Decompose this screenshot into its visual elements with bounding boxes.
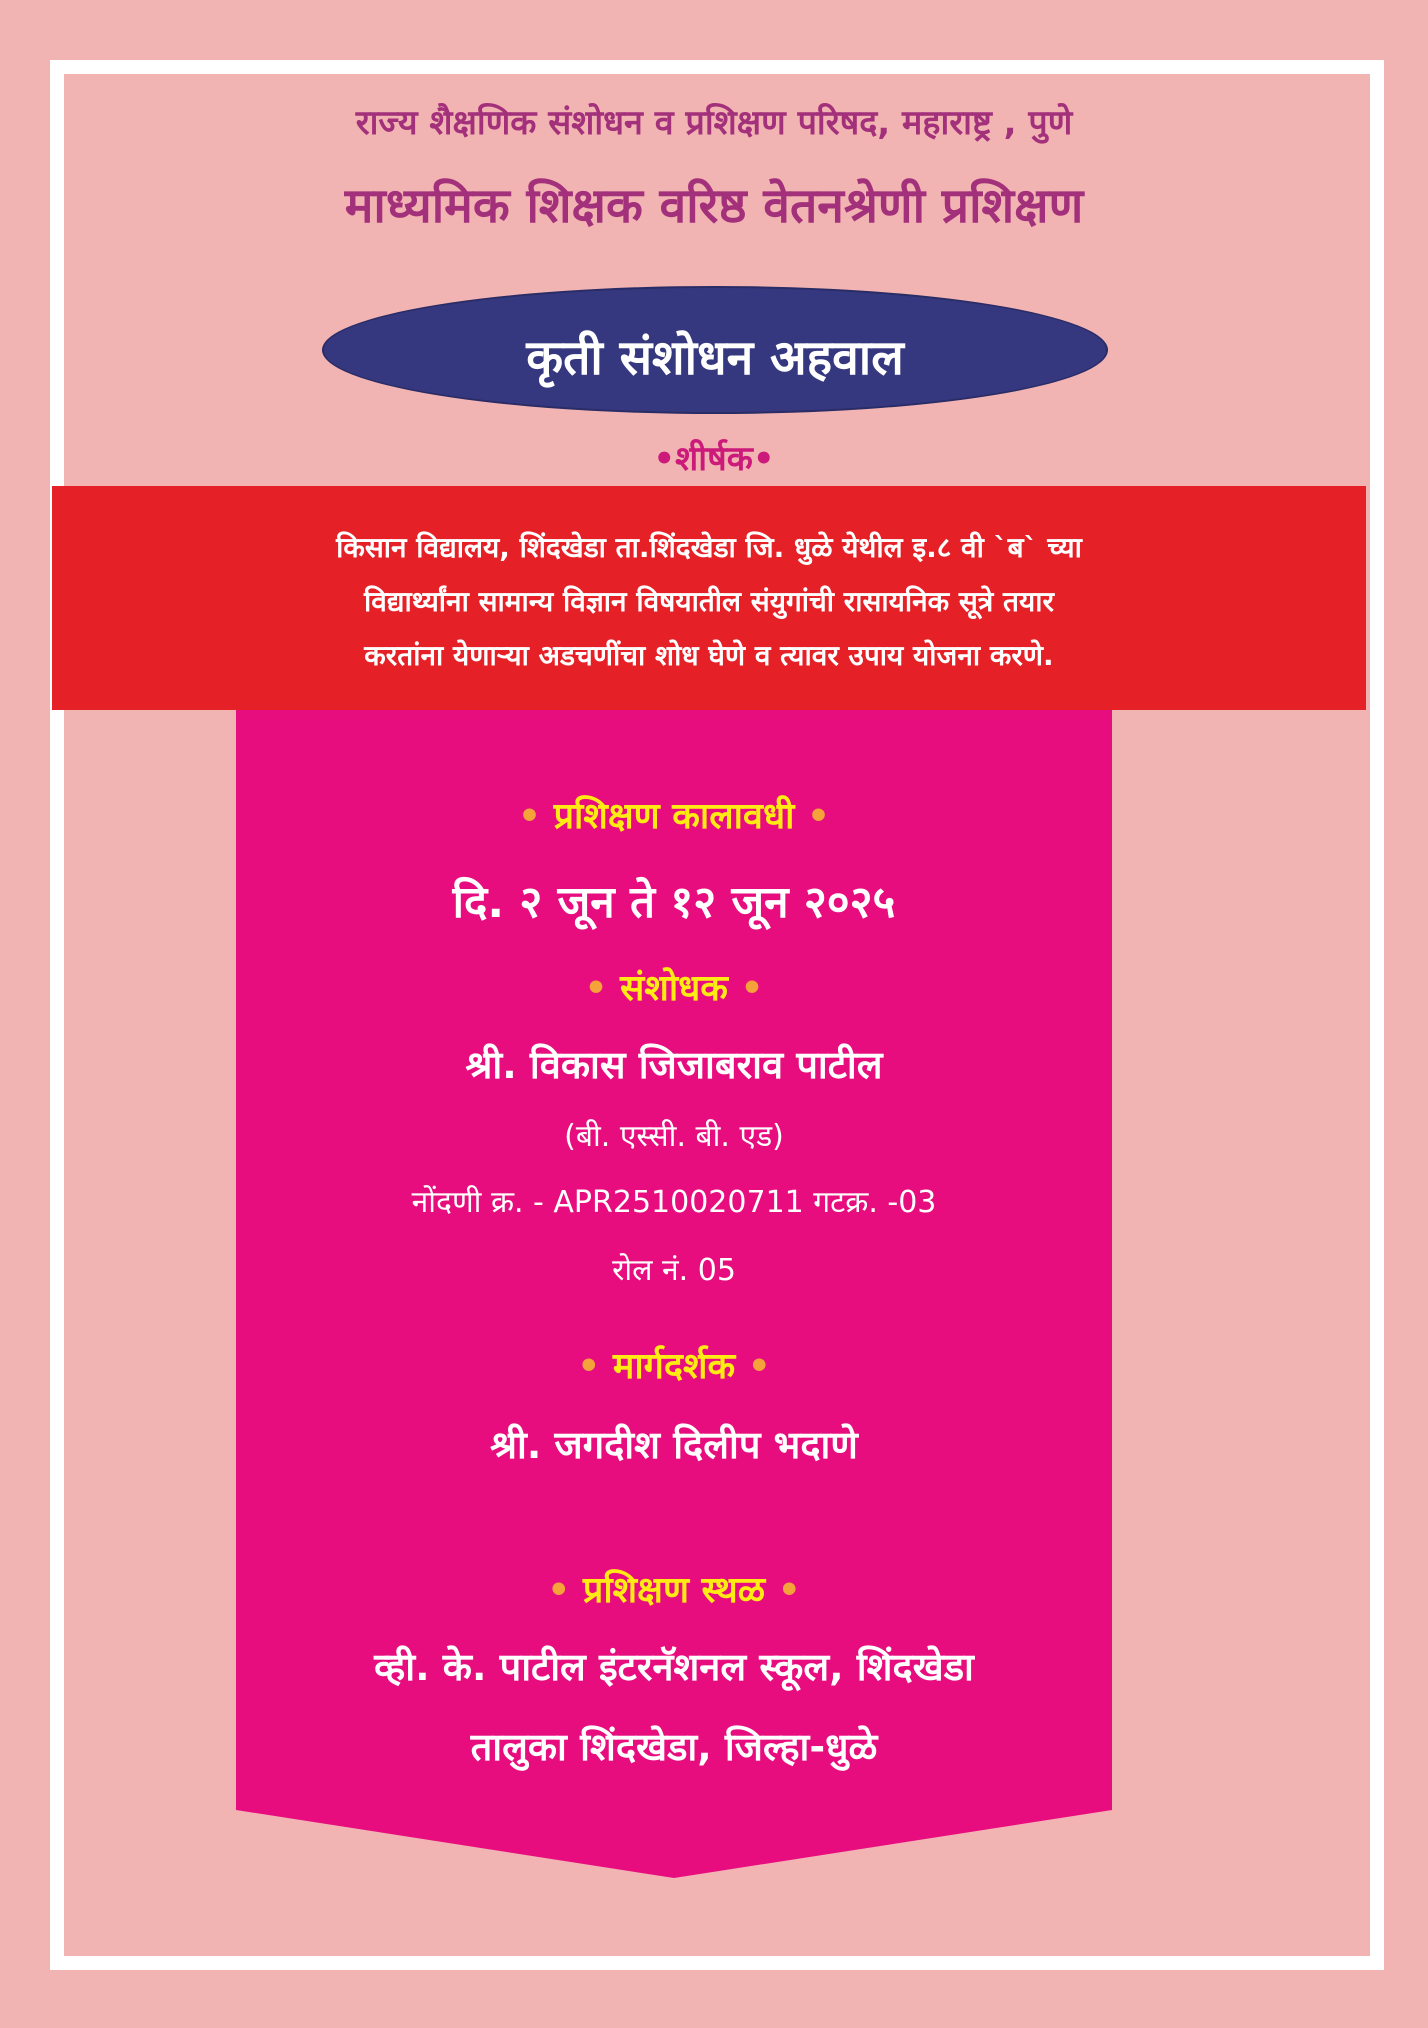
bullet-icon: •	[653, 439, 676, 479]
course-title: माध्यमिक शिक्षक वरिष्ठ वेतनश्रेणी प्रशिक्षण	[344, 178, 1084, 234]
duration-value: दि. २ जून ते १२ जून २०२५	[452, 877, 896, 928]
details-ribbon	[236, 710, 1346, 1890]
subject-label-row	[0, 434, 1428, 480]
venue-label-row	[236, 1564, 1112, 1613]
subject-line-3: करतांना येणाऱ्या अडचणींचा शोध घेणे व त्यावर उपाय योजना करणे.	[364, 639, 1054, 672]
bullet-icon: •	[518, 796, 542, 837]
bullet-icon: •	[547, 1570, 571, 1611]
duration-label: प्रशिक्षण कालावधी	[553, 796, 795, 837]
researcher-registration: नोंदणी क्र. - APR2510020711 गटक्र. -03	[411, 1185, 937, 1220]
venue-line-1: व्ही. के. पाटील इंटरनॅशनल स्कूल, शिंदखेडा	[374, 1645, 974, 1689]
subject-label: शीर्षक	[675, 439, 753, 479]
venue-line-2: तालुका शिंदखेडा, जिल्हा-धुळे	[470, 1725, 878, 1769]
guide-label: मार्गदर्शक	[612, 1346, 736, 1387]
guide-name: श्री. जगदीश दिलीप भदाणे	[490, 1423, 858, 1467]
researcher-roll: रोल नं. 05	[612, 1253, 736, 1288]
researcher-label: संशोधक	[620, 968, 728, 1009]
subject-line-2: विद्यार्थ्यांना सामान्य विज्ञान विषयातील संयुगांची रासायनिक सूत्रे तयार	[364, 585, 1054, 618]
bullet-icon: •	[777, 1570, 801, 1611]
organization-name: राज्य शैक्षणिक संशोधन व प्रशिक्षण परिषद, महाराष्ट्र , पुणे	[355, 103, 1073, 143]
report-title: कृती संशोधन अहवाल	[526, 330, 904, 386]
guide-label-row	[236, 1340, 1112, 1389]
bullet-icon: •	[584, 968, 608, 1009]
venue-label: प्रशिक्षण स्थळ	[582, 1570, 766, 1611]
subject-line-1: किसान विद्यालय, शिंदखेडा ता.शिंदखेडा जि. धुळे येथील इ.८ वी `ब` च्या	[336, 531, 1082, 564]
report-title-ellipse	[322, 286, 1108, 414]
researcher-name: श्री. विकास जिजाबराव पाटील	[465, 1043, 883, 1087]
bullet-icon: •	[577, 1346, 601, 1387]
duration-label-row	[236, 790, 1112, 839]
bullet-icon: •	[752, 439, 775, 479]
bullet-icon: •	[806, 796, 830, 837]
bullet-icon: •	[740, 968, 764, 1009]
subject-band	[52, 486, 1366, 710]
researcher-label-row	[236, 962, 1112, 1011]
bullet-icon: •	[747, 1346, 771, 1387]
researcher-qualification: (बी. एस्सी. बी. एड)	[564, 1119, 784, 1154]
